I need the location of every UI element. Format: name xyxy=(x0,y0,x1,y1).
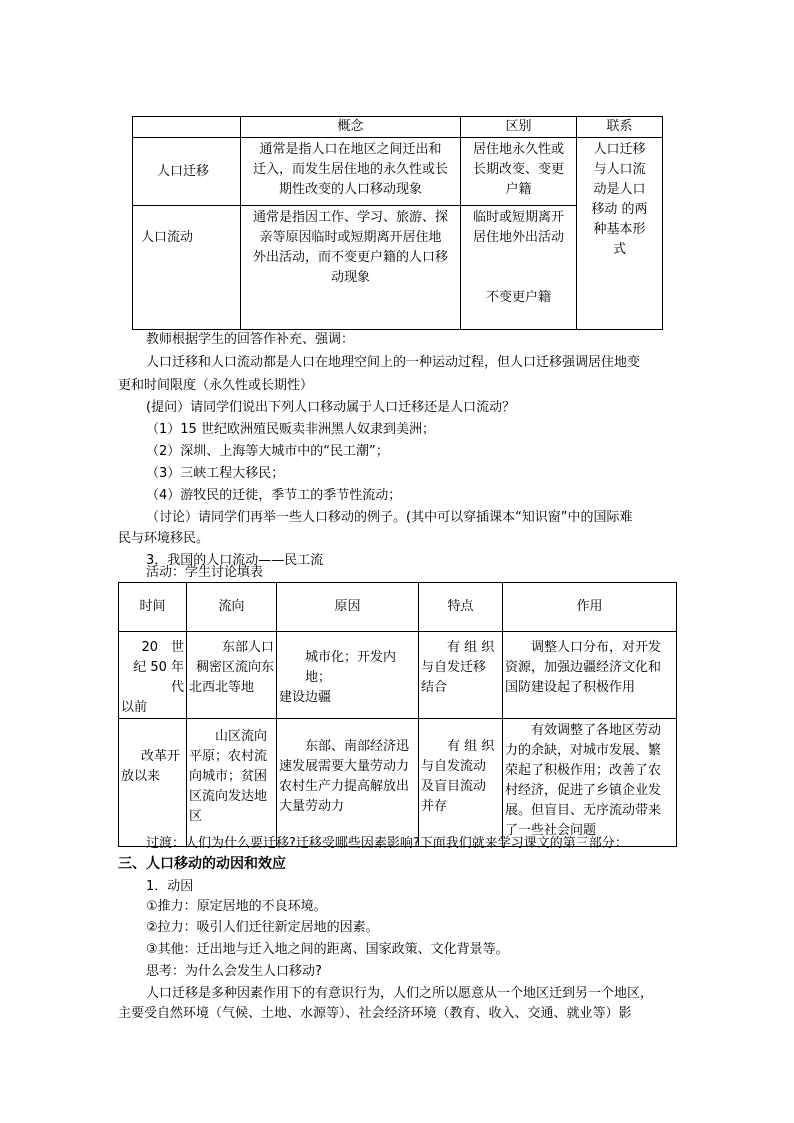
labor-flow-table xyxy=(118,582,677,847)
cell-line: 速发展需要大量劳动力 xyxy=(279,759,410,774)
cell-line: 以前 xyxy=(121,700,148,715)
table1-header-relation: 联系 xyxy=(577,117,663,138)
cell-line: 纪 50 年代 xyxy=(133,660,184,695)
cell-line: 20 世 xyxy=(141,640,184,655)
flow-concept-line: 通常是指因工作、学习、旅游、探 xyxy=(252,210,448,225)
cell-line: 并存 xyxy=(421,799,448,814)
paragraph: 人口迁移是多种因素作用下的有意识行为，人们之所以愿意从一个地区迁到另一个地区， xyxy=(146,986,654,1001)
relation-line: 种基本形 xyxy=(593,222,646,237)
relation-line: 式 xyxy=(612,242,626,257)
cell-line: 稠密区流向东 xyxy=(195,660,274,675)
migration-concept-line: 迁入，而发生居住地的永久性或长 xyxy=(252,162,448,177)
table1-header-concept: 概念 xyxy=(241,117,461,138)
table2-header-reason: 原因 xyxy=(277,583,419,632)
cell-line: 展。但盲目、无序流动带来 xyxy=(505,803,662,818)
table2-direction-cell xyxy=(187,632,277,719)
table2-direction-cell xyxy=(187,719,277,847)
cell-line: 山区流向 xyxy=(215,729,268,744)
flow-difference-line: 居住地外出活动 xyxy=(472,230,564,245)
paragraph: 思考：为什么会发生人口移动? xyxy=(146,964,322,979)
flow-concept-cell xyxy=(241,206,461,330)
table2-time-cell xyxy=(119,632,187,719)
migration-concept-line: 期性改变的人口移动现象 xyxy=(278,182,422,197)
list-item: ①推力：原定居地的不良环境。 xyxy=(146,899,327,914)
cell-line: 城市化；开发内地； xyxy=(305,650,397,685)
cell-line: 与自发迁移 xyxy=(421,660,487,675)
relation-line: 动是人口 xyxy=(593,182,646,197)
cell-line: 放以来 xyxy=(121,769,161,784)
cell-line: 平原；农村流 xyxy=(189,749,268,764)
relation-line: 与人口流 xyxy=(593,162,646,177)
cell-line: 区 xyxy=(189,809,203,824)
table2-effect-cell xyxy=(503,632,677,719)
flow-concept-line: 亲等原因临时或短期离开居住地 xyxy=(259,230,442,245)
section-title: 三、人口移动的动因和效应 xyxy=(118,856,286,872)
table1-header-empty xyxy=(133,117,241,138)
cell-line: 农村生产力提高解放出 xyxy=(279,779,410,794)
migration-difference-line: 户籍 xyxy=(505,182,532,197)
flow-difference-line: 临时或短期离开 xyxy=(472,210,564,225)
table2-reason-cell xyxy=(277,632,419,719)
paragraph: 教师根据学生的回答作补充、强调： xyxy=(146,332,355,347)
cell-line: 及盲目流动 xyxy=(421,779,487,794)
cell-line: 东部人口 xyxy=(221,640,274,655)
paragraph: 人口迁移和人口流动都是人口在地理空间上的一种运动过程，但人口迁移强调居住地变 xyxy=(146,355,641,370)
table2-header-time: 时间 xyxy=(119,583,187,632)
table2-feature-cell xyxy=(419,719,503,847)
table2-header-feature: 特点 xyxy=(419,583,503,632)
migration-concept-line: 通常是指人口在地区之间迁出和 xyxy=(259,142,442,157)
relation-line: 移动 的两 xyxy=(591,202,648,217)
paragraph: 过渡：人们为什么要迁移?迁移受哪些因素影响?下面我们就来学习课文的第三部分： xyxy=(146,836,628,851)
relation-cell xyxy=(577,138,663,330)
row-name-flow: 人口流动 xyxy=(133,206,241,330)
section-heading: 3．我国的人口流动——民工流 xyxy=(146,553,324,568)
cell-line: 力的余缺，对城市发展、繁 xyxy=(505,743,662,758)
list-item: （1）15 世纪欧洲殖民贩卖非洲黑人奴隶到美洲； xyxy=(146,422,435,437)
migration-difference-line: 居住地永久性或 xyxy=(472,142,564,157)
table2-feature-cell xyxy=(419,632,503,719)
list-item: （2）深圳、上海等大城市中的“民工潮”； xyxy=(146,444,389,459)
cell-line: 有 组 织 xyxy=(447,739,495,754)
flow-concept-line: 外出活动，而不变更户籍的人口移 xyxy=(252,250,448,265)
migration-difference-cell xyxy=(461,138,577,206)
paragraph: 主要受自然环境（气候、土地、水源等）、社会经济环境（教育、收入、交通、就业等）影 xyxy=(118,1006,632,1021)
subsection-heading: 1．动因 xyxy=(146,879,194,894)
migration-vs-flow-table xyxy=(132,116,663,330)
table2-header-effect: 作用 xyxy=(503,583,677,632)
paragraph: 活动：学生讨论填表 xyxy=(146,565,264,580)
paragraph: 更和时间限度（永久性或长期性） xyxy=(118,378,314,393)
flow-difference-cell xyxy=(461,206,577,330)
cell-line: 村经济，促进了乡镇企业发 xyxy=(505,783,662,798)
table2-reason-cell xyxy=(277,719,419,847)
flow-difference-line: 不变更户籍 xyxy=(485,290,551,305)
cell-line: 区流向发达地 xyxy=(189,789,268,804)
cell-line: 调整人口分布，对开发 xyxy=(531,640,662,655)
cell-line: 了一些社会问题 xyxy=(505,823,597,838)
row-name-migration: 人口迁移 xyxy=(133,138,241,206)
list-item: ②拉力：吸引人们迁往新定居地的因素。 xyxy=(146,920,379,935)
cell-line: 改革开 xyxy=(141,749,181,764)
cell-line: 荣起了积极作用；改善了农 xyxy=(505,763,662,778)
cell-line: 国防建设起了积极作用 xyxy=(505,680,636,695)
cell-line: 东部、南部经济迅 xyxy=(305,739,410,754)
table2-header-direction: 流向 xyxy=(187,583,277,632)
cell-line: 与自发流动 xyxy=(421,759,487,774)
cell-line: 北西北等地 xyxy=(189,680,255,695)
cell-line: 有 组 织 xyxy=(447,640,495,655)
table2-effect-cell xyxy=(503,719,677,847)
cell-line: 大量劳动力 xyxy=(279,799,345,814)
cell-line: 建设边疆 xyxy=(279,690,332,705)
cell-line: 有效调整了各地区劳动 xyxy=(531,723,662,738)
migration-difference-line: 长期改变、变更 xyxy=(472,162,564,177)
migration-concept-cell xyxy=(241,138,461,206)
cell-line: 结合 xyxy=(421,680,448,695)
list-item: （4）游牧民的迁徙，季节工的季节性流动； xyxy=(146,488,402,503)
flow-concept-line: 动现象 xyxy=(330,270,370,285)
cell-line: 资源，加强边疆经济文化和 xyxy=(505,660,662,675)
paragraph: 民与环境移民。 xyxy=(118,531,210,546)
paragraph: （讨论）请同学们再举一些人口移动的例子。(其中可以穿插课本“知识窗”中的国际难 xyxy=(146,510,633,525)
table2-time-cell xyxy=(119,719,187,847)
table1-header-difference: 区别 xyxy=(461,117,577,138)
relation-line: 人口迁移 xyxy=(593,142,646,157)
paragraph: (提问）请同学们说出下列人口移动属于人口迁移还是人口流动？ xyxy=(146,400,516,415)
cell-line: 向城市；贫困 xyxy=(189,769,268,784)
list-item: （3）三峡工程大移民； xyxy=(146,466,285,481)
list-item: ③其他：迁出地与迁入地之间的距离、国家政策、文化背景等。 xyxy=(146,942,509,957)
